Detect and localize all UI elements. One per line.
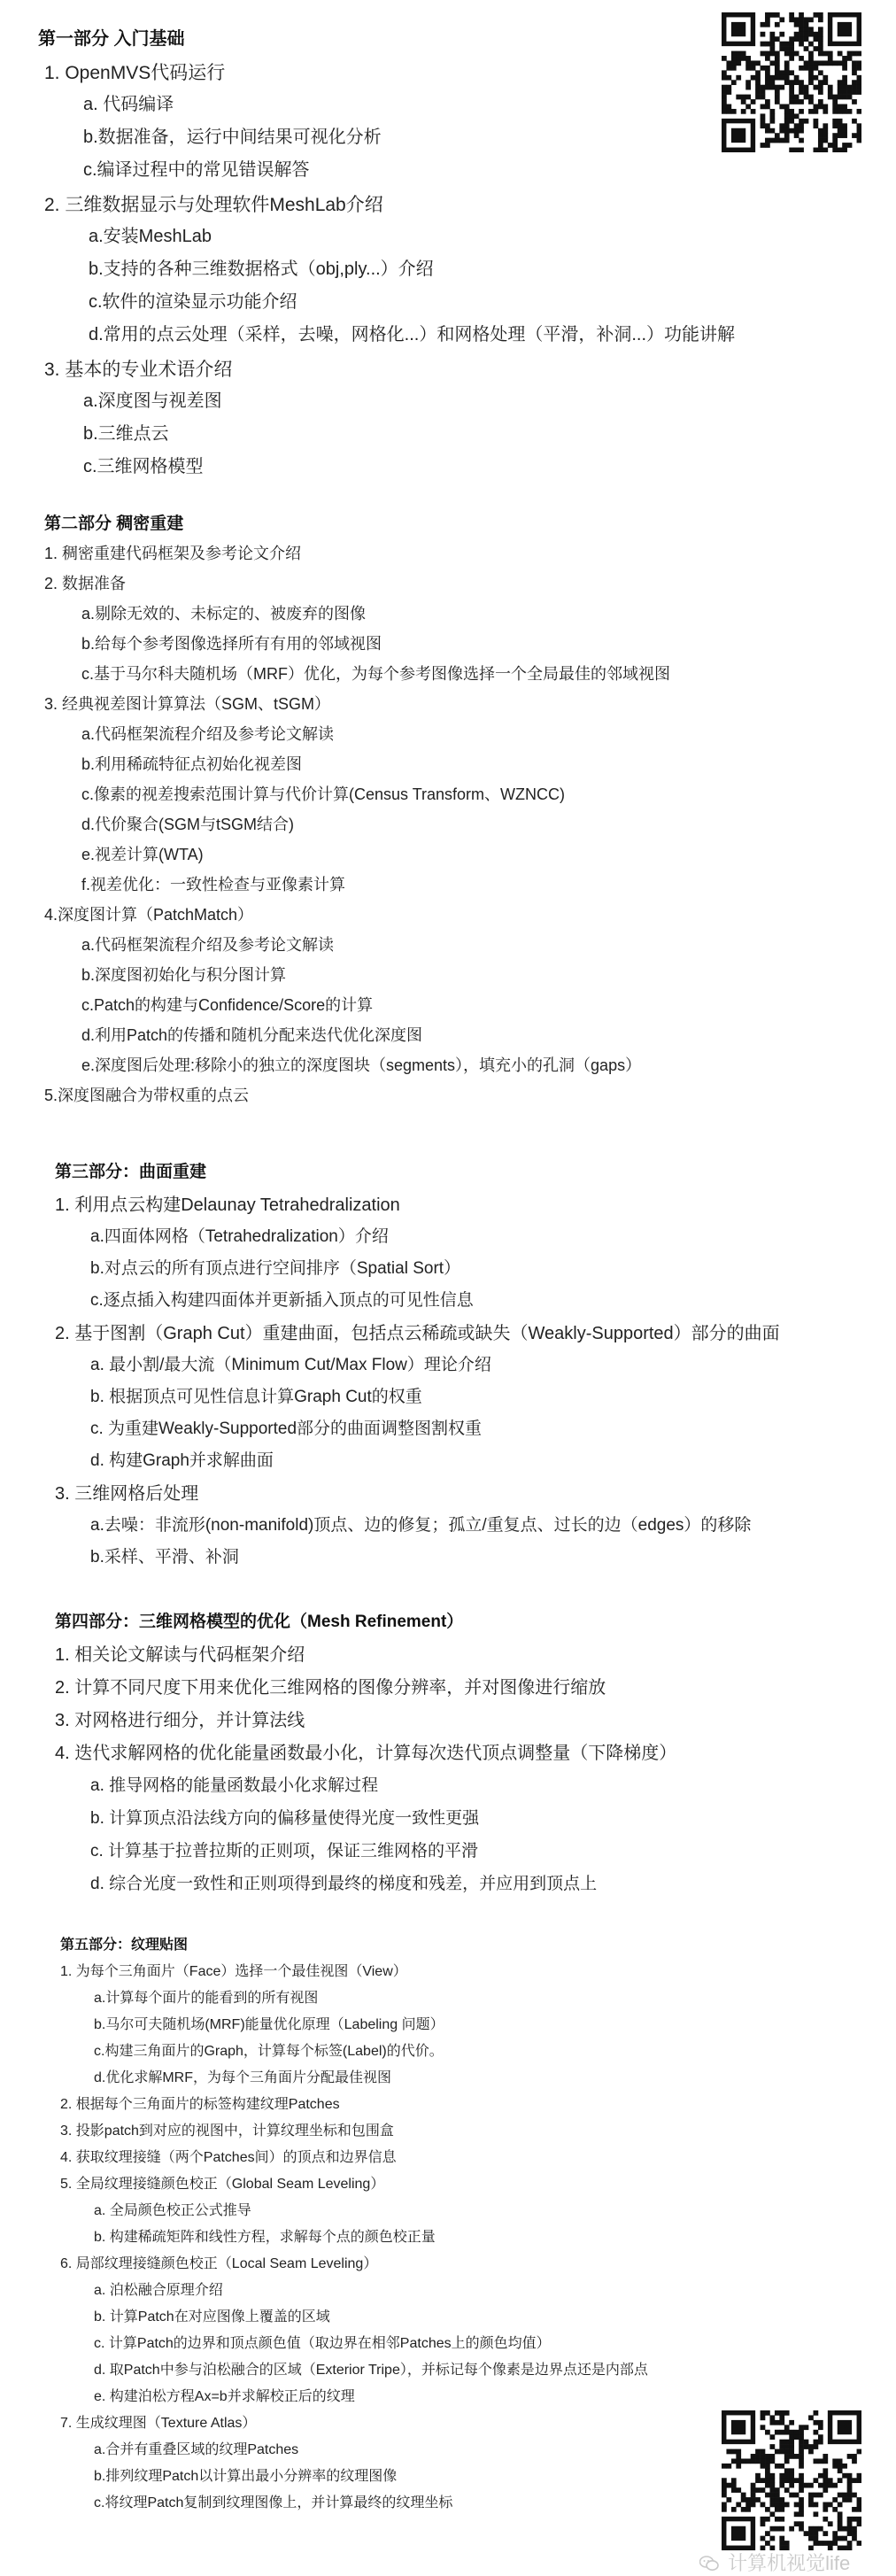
part5-item-1b: b.马尔可夫随机场(MRF)能量优化原理（Labeling 问题）	[94, 2017, 444, 2032]
part5-item-7a: a.合并有重叠区域的纹理Patches	[94, 2442, 299, 2457]
part2-item-3: 3. 经典视差图计算算法（SGM、tSGM）	[44, 695, 331, 713]
part4-title: 第四部分：三维网格模型的优化（Mesh Refinement）	[55, 1613, 464, 1631]
part2-item-1: 1. 稠密重建代码框架及参考论文介绍	[44, 545, 302, 562]
part1-item-2: 2. 三维数据显示与处理软件MeshLab介绍	[44, 195, 383, 215]
part1-item-3a: a.深度图与视差图	[83, 391, 222, 411]
part2-item-3d: d.代价聚合(SGM与tSGM结合)	[81, 816, 295, 833]
part5-item-5b: b. 构建稀疏矩阵和线性方程，求解每个点的颜色校正量	[94, 2230, 436, 2245]
part3-item-2a: a. 最小割/最大流（Minimum Cut/Max Flow）理论介绍	[90, 1356, 491, 1374]
part3-item-2b: b. 根据顶点可见性信息计算Graph Cut的权重	[90, 1388, 422, 1406]
part5-item-6: 6. 局部纹理接缝颜色校正（Local Seam Leveling）	[60, 2256, 378, 2271]
part5-title: 第五部分：纹理贴图	[60, 1938, 189, 1953]
part5-item-6e: e. 构建泊松方程Ax=b并求解校正后的纹理	[94, 2389, 355, 2404]
part2-item-3a: a.代码框架流程介绍及参考论文解读	[81, 725, 335, 743]
part3-item-3: 3. 三维网格后处理	[55, 1484, 199, 1504]
part3-item-3a: a.去噪：非流形(non-manifold)顶点、边的修复；孤立/重复点、过长的边（edges）的移除	[90, 1516, 752, 1535]
part1-item-1c: c.编译过程中的常见错误解答	[83, 160, 310, 180]
part2-item-3f: f.视差优化：一致性检查与亚像素计算	[81, 876, 346, 893]
part2-item-4a: a.代码框架流程介绍及参考论文解读	[81, 936, 335, 954]
wechat-icon	[699, 2556, 719, 2572]
part2-item-4c: c.Patch的构建与Confidence/Score的计算	[81, 996, 374, 1014]
part1-item-2b: b.支持的各种三维数据格式（obj,ply...）介绍	[89, 259, 434, 279]
part3-item-1: 1. 利用点云构建Delaunay Tetrahedralization	[55, 1195, 400, 1215]
part2-item-2: 2. 数据准备	[44, 575, 127, 592]
part5-item-3: 3. 投影patch到对应的视图中，计算纹理坐标和包围盒	[60, 2123, 394, 2139]
part4-item-4b: b. 计算顶点沿法线方向的偏移量使得光度一致性更强	[90, 1809, 480, 1828]
part5-item-1d: d.优化求解MRF，为每个三角面片分配最佳视图	[94, 2070, 392, 2085]
part2-item-2a: a.剔除无效的、未标定的、被废弃的图像	[81, 605, 367, 623]
part1-item-1a: a. 代码编译	[83, 95, 174, 114]
part4-item-4: 4. 迭代求解网格的优化能量函数最小化，计算每次迭代顶点调整量（下降梯度）	[55, 1744, 677, 1763]
part2-item-4e: e.深度图后处理:移除小的独立的深度图块（segments），填充小的孔洞（gaps）	[81, 1056, 642, 1074]
part3-item-3b: b.采样、平滑、补洞	[90, 1548, 239, 1566]
part4-item-4d: d. 综合光度一致性和正则项得到最终的梯度和残差，并应用到顶点上	[90, 1875, 598, 1893]
part2-item-4d: d.利用Patch的传播和随机分配来迭代优化深度图	[81, 1026, 423, 1044]
part5-item-1: 1. 为每个三角面片（Face）选择一个最佳视图（View）	[60, 1964, 407, 1979]
part3-item-2c: c. 为重建Weakly-Supported部分的曲面调整图割权重	[90, 1420, 483, 1438]
part5-item-1a: a.计算每个面片的能看到的所有视图	[94, 1991, 319, 2006]
part4-item-2: 2. 计算不同尺度下用来优化三维网格的图像分辨率，并对图像进行缩放	[55, 1678, 606, 1698]
part1-item-3: 3. 基本的专业术语介绍	[44, 360, 233, 380]
part4-item-4a: a. 推导网格的能量函数最小化求解过程	[90, 1776, 379, 1795]
part3-item-1b: b.对点云的所有顶点进行空间排序（Spatial Sort）	[90, 1259, 461, 1278]
part4-item-1: 1. 相关论文解读与代码框架介绍	[55, 1645, 305, 1665]
part5-item-7: 7. 生成纹理图（Texture Atlas）	[60, 2416, 257, 2431]
part5-item-6a: a. 泊松融合原理介绍	[94, 2283, 223, 2298]
part1-item-1b: b.数据准备，运行中间结果可视化分析	[83, 128, 382, 147]
part3-item-2: 2. 基于图割（Graph Cut）重建曲面，包括点云稀疏或缺失（Weakly-Supported）部分的曲面	[55, 1324, 780, 1343]
part5-item-5: 5. 全局纹理接缝颜色校正（Global Seam Leveling）	[60, 2177, 385, 2192]
watermark-text: 计算机视觉life	[728, 2552, 851, 2574]
part5-item-6b: b. 计算Patch在对应图像上覆盖的区域	[94, 2309, 330, 2325]
part2-item-3b: b.利用稀疏特征点初始化视差图	[81, 755, 303, 773]
part1-item-1: 1. OpenMVS代码运行	[44, 63, 226, 83]
part3-title: 第三部分：曲面重建	[55, 1163, 207, 1181]
part2-item-2b: b.给每个参考图像选择所有有用的邻域视图	[81, 635, 382, 653]
part2-item-5: 5.深度图融合为带权重的点云	[44, 1087, 250, 1104]
part1-item-2a: a.安装MeshLab	[89, 227, 212, 246]
part1-item-3b: b.三维点云	[83, 424, 169, 444]
part5-item-2: 2. 根据每个三角面片的标签构建纹理Patches	[60, 2097, 340, 2112]
part2-item-2c: c.基于马尔科夫随机场（MRF）优化，为每个参考图像选择一个全局最佳的邻域视图	[81, 665, 670, 683]
part5-item-7b: b.排列纹理Patch以计算出最小分辨率的纹理图像	[94, 2469, 398, 2484]
part5-item-4: 4. 获取纹理接缝（两个Patches间）的顶点和边界信息	[60, 2150, 397, 2165]
part5-item-5a: a. 全局颜色校正公式推导	[94, 2203, 251, 2218]
part2-item-3e: e.视差计算(WTA)	[81, 846, 204, 863]
part1-title: 第一部分 入门基础	[38, 29, 185, 49]
part3-item-2d: d. 构建Graph并求解曲面	[90, 1451, 274, 1470]
part1-item-2c: c.软件的渲染显示功能介绍	[89, 292, 297, 312]
part5-item-7c: c.将纹理Patch复制到纹理图像上，并计算最终的纹理坐标	[94, 2495, 453, 2510]
part4-item-3: 3. 对网格进行细分，并计算法线	[55, 1711, 305, 1730]
part3-item-1a: a.四面体网格（Tetrahedralization）介绍	[90, 1227, 389, 1246]
part5-item-6c: c. 计算Patch的边界和顶点颜色值（取边界在相邻Patches上的颜色均值）	[94, 2336, 551, 2351]
part1-item-2d: d.常用的点云处理（采样，去噪，网格化...）和网格处理（平滑，补洞...）功能讲解	[89, 325, 736, 344]
part1-item-3c: c.三维网格模型	[83, 457, 204, 476]
part5-item-6d: d. 取Patch中参与泊松融合的区域（Exterior Tripe），并标记每个像素是边界点还是内部点	[94, 2363, 648, 2378]
part2-item-3c: c.像素的视差搜索范围计算与代价计算(Census Transform、WZNCC)	[81, 785, 566, 803]
part2-item-4: 4.深度图计算（PatchMatch）	[44, 906, 254, 924]
part2-title: 第二部分 稠密重建	[44, 514, 184, 533]
qr-code-top	[722, 12, 861, 152]
part2-item-4b: b.深度图初始化与积分图计算	[81, 966, 287, 984]
qr-code-bottom	[722, 2410, 861, 2550]
watermark	[699, 2549, 850, 2576]
part3-item-1c: c.逐点插入构建四面体并更新插入顶点的可见性信息	[90, 1291, 474, 1310]
part4-item-4c: c. 计算基于拉普拉斯的正则项，保证三维网格的平滑	[90, 1842, 479, 1860]
part5-item-1c: c.构建三角面片的Graph，计算每个标签(Label)的代价。	[94, 2044, 444, 2059]
